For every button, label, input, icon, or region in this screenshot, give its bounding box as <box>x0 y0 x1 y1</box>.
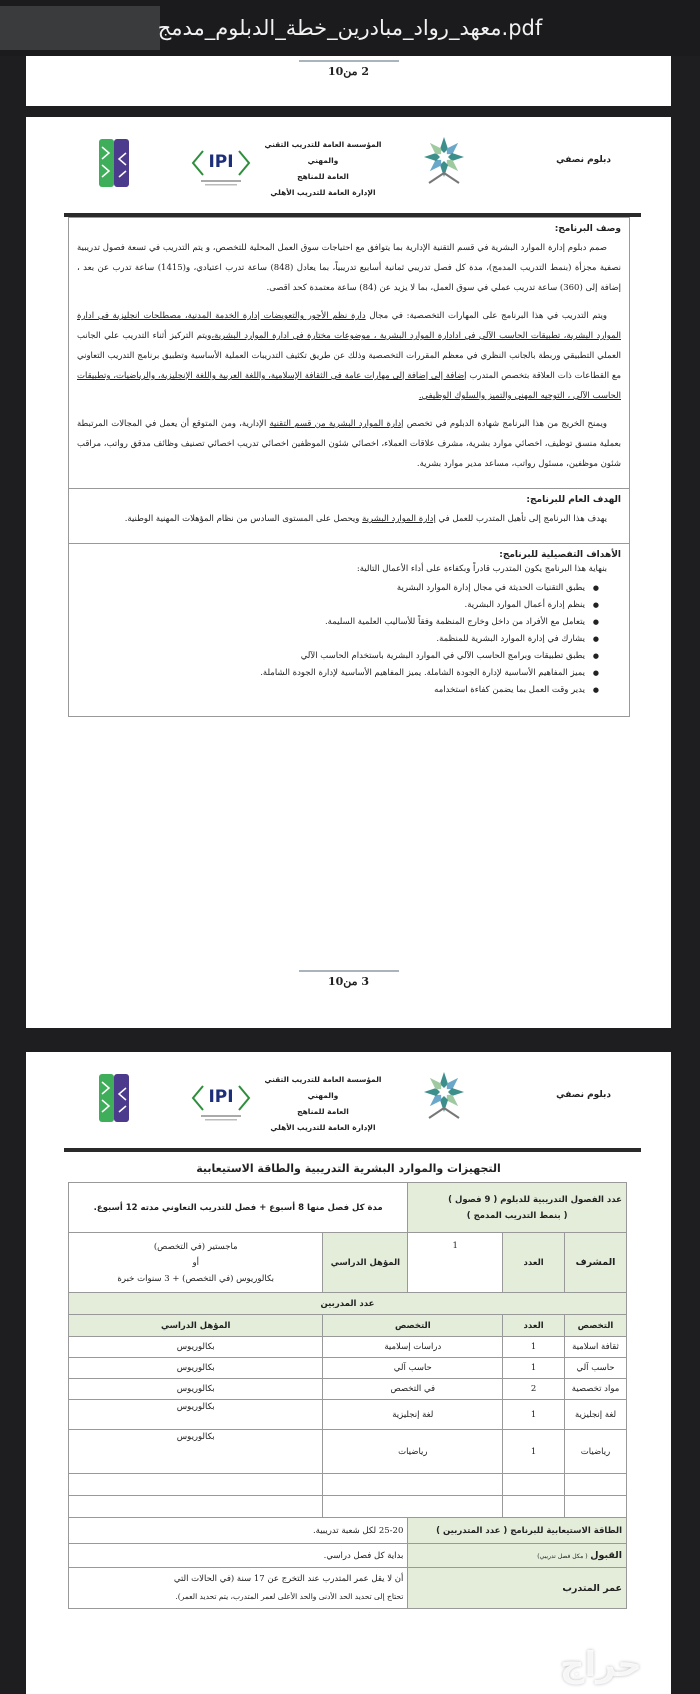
section-heading: الأهداف التفصيلية للبرنامج: <box>499 550 621 560</box>
trainer-qualification: بكالوريوس <box>69 1430 323 1474</box>
goal-item: ● يميز المفاهيم الأساسية لإدارة الجودة الشاملة. يميز المفاهيم الأساسية لإدارة الجودة الشاملة. <box>77 665 599 682</box>
org-line-2: العامة للمناهج <box>297 1107 349 1116</box>
ipi-logo-text: IPI <box>208 152 234 172</box>
empty-row <box>69 1496 627 1518</box>
trainer-area: حاسب آلي <box>565 1358 627 1379</box>
ipi-logo <box>191 143 251 187</box>
underlined-text: إضافة إلى إضافة إلى مهارات عامة في الثقافة الإسلامية، واللغة العربية واللغة الإنجليزية، والرياضيات، وتطبيقات الحاسب الآلي ، التوجيه المهني والتميز والسلوك الوظيفي. <box>77 371 621 401</box>
trainer-qualification: بكالوريوس <box>69 1400 323 1430</box>
semesters-value: مدة كل فصل منها 8 أسبوع + فصل للتدريب التعاوني مدته 12 أسبوع. <box>69 1183 408 1233</box>
trainer-area: لغة إنجليزية <box>565 1400 627 1430</box>
description-paragraph-3 <box>77 414 621 474</box>
trainer-specialty: في التخصص <box>323 1379 503 1400</box>
footer-rule <box>299 60 399 62</box>
semesters-label-cell <box>408 1183 627 1233</box>
text: ويحصل على المستوى السادس من نظام المؤهلات المهنية الوطنية. <box>124 514 360 524</box>
qualification-label: المؤهل الدراسي <box>323 1233 408 1293</box>
page-total: 10 <box>327 65 344 78</box>
diploma-label: دبلوم نصفي <box>556 1090 611 1100</box>
column-header: التخصص <box>565 1315 627 1337</box>
page-current: 3 <box>361 975 370 988</box>
viewer-titlebar <box>0 0 700 56</box>
trainer-area: ثقافة اسلامية <box>565 1337 627 1358</box>
capacity-value: 25-20 لكل شعبة تدريبية. <box>69 1518 408 1544</box>
count-label: العدد <box>503 1233 565 1293</box>
org-line-2: العامة للمناهج <box>297 172 349 181</box>
trainer-qualification: بكالوريوس <box>69 1358 323 1379</box>
resources-table-title: التجهيزات والموارد البشرية التدريبية والطاقة الاستيعابية <box>196 1162 501 1175</box>
trainer-area: رياضيات <box>565 1430 627 1474</box>
table-row <box>69 1379 627 1400</box>
section-heading: وصف البرنامج: <box>554 224 621 234</box>
page-number <box>26 65 671 78</box>
org-line-3: الإدارة العامة للتدريب الأهلي <box>270 188 376 197</box>
page-footer <box>26 60 671 78</box>
page-number <box>26 975 671 988</box>
footer-rule <box>299 970 399 972</box>
underlined-text: إدارة الموارد البشرية من قسم التقنية <box>269 419 404 429</box>
diploma-label: دبلوم نصفي <box>556 155 611 165</box>
age-value <box>69 1568 408 1609</box>
trainer-specialty: حاسب آلي <box>323 1358 503 1379</box>
ipi-logo-text: IPI <box>208 1087 234 1107</box>
org-line-1: المؤسسة العامة للتدريب التقني والمهني <box>264 140 382 165</box>
org-line-1: المؤسسة العامة للتدريب التقني والمهني <box>264 1075 382 1100</box>
column-header: المؤهل الدراسي <box>69 1315 323 1337</box>
qualification-line: أو <box>192 1257 199 1268</box>
organization-name <box>258 1072 388 1136</box>
table-row <box>69 1430 627 1474</box>
semesters-mode: ( بنمط التدريب المدمج ) <box>466 1210 568 1221</box>
goal-item: ● يطبق التقنيات الحديثة في مجال إدارة الموارد البشرية <box>77 580 599 597</box>
section-program-description <box>69 218 629 489</box>
age-label: عمر المتدرب <box>408 1568 627 1609</box>
semesters-label: عدد الفصول التدريبية للدبلوم ( 9 فصول ) <box>448 1194 622 1205</box>
text: يهدف هذا البرنامج إلى تأهيل المتدرب للعمل في <box>438 514 607 524</box>
page-of: من <box>343 975 358 988</box>
description-paragraph-1: صمم دبلوم إدارة الموارد البشرية في قسم التقنية الإدارية بما يتوافق مع احتياجات سوق العمل المحلية للتخصص، و يتم التدريب في تسعة فصول تدريبية نصفية مجزأة (بنمط التدريب المدمج)، مدة كل فصل تدريبي ثمانية أسابيع تدريبياً، بما يعادل (848) ساعة تدرب اعتيادي، و(1415) ساعة تدرب عن بعد ، إضافة إلى (360) ساعة تدريب عملي في سوق العمل، بما لا يزيد عن (84) ساعة معتمدة كحد اقصى. <box>77 243 621 293</box>
goal-item: ● يطبق تطبيقات وبرامج الحاسب الآلي في الموارد البشرية باستخدام الحاسب الآلي <box>77 648 599 665</box>
trainer-count: 1 <box>503 1358 565 1379</box>
detailed-goals-intro: بنهاية هذا البرنامج يكون المتدرب قادراً وبكفاءة على أداء الأعمال التالية: <box>356 564 607 574</box>
trainers-header-row <box>69 1315 627 1337</box>
institute-logo <box>99 1074 129 1122</box>
empty-row <box>69 1474 627 1496</box>
text: الإدارية، ومن المتوقع أن يعمل في المجالات المرتبطة بعملية منسق توظيف، اخصائي موارد بشرية، مشرف علاقات العملاء، اخصائي شئون الموظفين اخصائي تدريب اخصائي تصنيف وظائف مدقق رواتب، مراقب شئون موظفين، مسئول رواتب، مساعد مدير موارد بشرية. <box>77 419 621 469</box>
description-paragraph-2 <box>77 306 621 406</box>
text: ويتم التركيز أثناء التدريب علي الجانب العملي التطبيقي وربطة بالجانب النظري في معظم المقررات التخصصية وذلك عن طريق تكثيف التدريبات العملية الأساسية وتطبيق برنامج التدريب التعاوني مع القطاعات ذات العلاقة بتخصص المتدرب <box>77 331 621 381</box>
trainers-heading: عدد المدربين <box>69 1293 627 1315</box>
capacity-label: الطاقة الاستيعابية للبرنامج ( عدد المتدربين ) <box>408 1518 627 1544</box>
admission-note: ( مكل فصل تدريبي) <box>537 1553 588 1560</box>
underlined-text: إدارة الموارد البشرية <box>362 514 436 524</box>
table-row <box>69 1400 627 1430</box>
program-description-box <box>68 217 630 717</box>
section-heading: الهدف العام للبرنامج: <box>526 495 621 505</box>
haraj-watermark: حراج <box>560 1645 642 1685</box>
supervisor-count: 1 <box>408 1233 503 1293</box>
institute-logo <box>99 139 129 187</box>
general-goal-text <box>77 509 621 529</box>
organization-name <box>258 137 388 201</box>
tvtc-logo <box>421 135 467 187</box>
admission-label: القبول <box>590 1550 622 1561</box>
resources-table <box>68 1182 627 1609</box>
goal-item: ● ينظم إدارة أعمال الموارد البشرية. <box>77 597 599 614</box>
tvtc-logo <box>421 1070 467 1122</box>
trainer-area: مواد تخصصية <box>565 1379 627 1400</box>
section-detailed-goals <box>69 544 629 716</box>
trainer-count: 1 <box>503 1400 565 1430</box>
column-header: العدد <box>503 1315 565 1337</box>
org-line-3: الإدارة العامة للتدريب الأهلي <box>270 1123 376 1132</box>
admission-label-cell <box>408 1544 627 1568</box>
trainer-specialty: رياضيات <box>323 1430 503 1474</box>
admission-value: بداية كل فصل دراسي. <box>69 1544 408 1568</box>
trainer-specialty: دراسات إسلامية <box>323 1337 503 1358</box>
text: ويتم التدريب في هذا البرنامج على المهارات التخصصية: في مجال <box>369 311 607 321</box>
goal-item: ● يتعامل مع الأفراد من داخل وخارج المنظمة وفقاً للأساليب العلمية السليمة. <box>77 614 599 631</box>
pdf-page-4 <box>26 1052 671 1694</box>
page-header <box>26 1052 671 1152</box>
supervisor-qualification <box>69 1233 323 1293</box>
document-title: معهد_رواد_مبادرين_خطة_الدبلوم_مدمج.pdf <box>157 16 543 40</box>
trainer-specialty: لغة إنجليزية <box>323 1400 503 1430</box>
text: ويمنح الخريج من هذا البرنامج شهادة الدبلوم في تخصص <box>406 419 607 429</box>
header-divider <box>64 1148 641 1152</box>
page-total: 10 <box>327 975 344 988</box>
page-current: 2 <box>361 65 370 78</box>
pdf-page-3 <box>26 117 671 1028</box>
table-row <box>69 1337 627 1358</box>
underlined-text: دارة نظم الأجور والتعويضات إدارة الخدمة المدنية، مصطلحات انجليزية في ادارة الموارد البشرية، تطبيقات الحاسب الآلي في ادادارة الموارد البشرية ، موضوعات مختارة في ادارة الموارد البشرية، <box>77 311 621 341</box>
section-general-goal <box>69 489 629 544</box>
trainer-qualification: بكالوريوس <box>69 1379 323 1400</box>
trainer-count: 1 <box>503 1337 565 1358</box>
column-header: التخصص <box>323 1315 503 1337</box>
table-row <box>69 1358 627 1379</box>
goal-item: ● يشارك في إدارة الموارد البشرية للمنظمة. <box>77 631 599 648</box>
goal-item: ● يدير وقت العمل بما يضمن كفاءة استخدامه <box>77 682 599 699</box>
trainer-qualification: بكالوريوس <box>69 1337 323 1358</box>
age-line: تحتاج إلى تحديد الحد الأدنى والحد الأعلى لعمر المتدرب، يتم تحديد العمر). <box>175 1592 404 1601</box>
age-line: أن لا يقل عمر المتدرب عند التخرج عن 17 سنة (في الحالات التي <box>173 1574 404 1584</box>
page-header <box>26 117 671 217</box>
detailed-goals-list <box>77 580 599 699</box>
supervisor-label: المشرف <box>565 1233 627 1293</box>
page-footer <box>26 970 671 988</box>
page-of: من <box>343 65 358 78</box>
trainer-count: 2 <box>503 1379 565 1400</box>
qualification-line: بكالوريوس (في التخصص) + 3 سنوات خبرة <box>117 1273 275 1284</box>
pdf-page-2 <box>26 56 671 106</box>
qualification-line: ماجستير (في التخصص) <box>153 1241 238 1252</box>
ipi-logo <box>191 1078 251 1122</box>
trainer-count: 1 <box>503 1430 565 1474</box>
